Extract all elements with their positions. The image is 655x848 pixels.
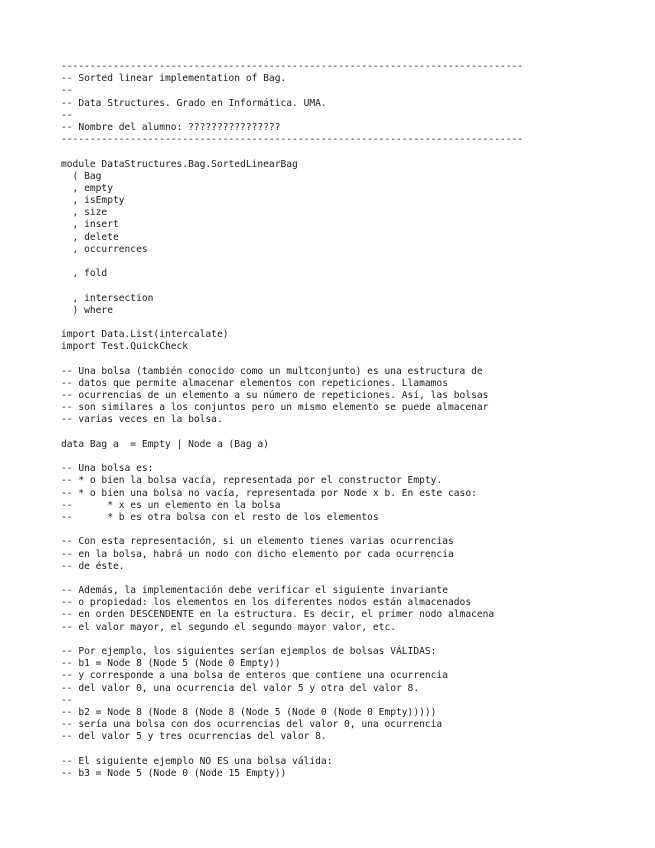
code-line: -- datos que permite almacenar elementos con repeticiones. Llamamos (61, 377, 448, 389)
code-line: , intersection (61, 292, 154, 304)
code-line: -- Por ejemplo, los siguientes serían ejemplos de bolsas VÁLIDAS: (61, 646, 437, 657)
code-line (61, 451, 523, 463)
code-line: -- son similares a los conjuntos pero un mismo elemento se puede almacenar (61, 402, 489, 414)
code-line: -- Además, la implementación debe verificar el siguiente invariante (61, 585, 448, 597)
code-line: -- Una bolsa (también conocido como un multconjunto) es una estructura de (61, 365, 483, 377)
code-line: -- varias veces en la bolsa. (61, 414, 223, 426)
code-line: , insert (61, 219, 119, 231)
code-line: -- b1 = Node 8 (Node 5 (Node 0 Empty)) (61, 658, 281, 670)
code-line (61, 634, 523, 646)
code-line: -- el valor mayor, el segundo el segundo mayor valor, etc. (61, 621, 397, 633)
code-line: , size (61, 207, 108, 219)
code-line: -- Nombre del alumno: ???????????????? (61, 121, 281, 133)
code-line: , delete (61, 231, 119, 243)
code-line: ( Bag (61, 170, 102, 182)
code-line: -- sería una bolsa con dos ocurrencias del valor 0, una ocurrencia (61, 719, 443, 731)
code-line (61, 573, 523, 585)
code-line: -- b2 = Node 8 (Node 8 (Node 8 (Node 5 (Node 0 (Node 0 Empty))))) (61, 706, 437, 718)
code-line: , fold (61, 268, 108, 280)
code-line (61, 280, 523, 292)
code-line: -------------------------------------------------------------------------------- (61, 61, 524, 72)
code-line: -- * o bien la bolsa vacía, representada por el constructor Empty. (61, 475, 443, 487)
code-line: -- en la bolsa, habrá un nodo con dicho elemento por cada ocurrencia (61, 548, 454, 560)
code-line: -- (61, 109, 73, 121)
code-line: -- Data Structures. Grado en Informática. UMA. (61, 97, 327, 109)
code-line (61, 744, 523, 756)
code-line: -- Sorted linear implementation of Bag. (61, 73, 287, 85)
code-line: data Bag a = Empty | Node a (Bag a) (61, 438, 269, 450)
code-line: -- b3 = Node 5 (Node 0 (Node 15 Empty)) (61, 767, 287, 779)
code-line (61, 256, 523, 268)
code-line (61, 146, 523, 158)
code-line: -- El siguiente ejemplo NO ES una bolsa válida: (61, 755, 333, 767)
code-line: -- * x es un elemento en la bolsa (61, 499, 281, 511)
code-line: import Test.QuickCheck (61, 341, 189, 353)
code-line: ) where (61, 304, 113, 316)
code-line: -------------------------------------------------------------------------------- (61, 134, 524, 146)
code-line: -- Con esta representación, si un elemento tienes varias ocurrencias (61, 536, 454, 548)
code-line: -- * b es otra bolsa con el resto de los elementos (61, 511, 379, 523)
code-line (61, 524, 523, 536)
code-line: -- y corresponde a una bolsa de enteros que contiene una ocurrencia (61, 670, 448, 682)
code-line: -- de éste. (61, 560, 125, 572)
code-line: , empty (61, 182, 113, 194)
code-line: -- * o bien una bolsa no vacía, representada por Node x b. En este caso: (61, 487, 477, 499)
code-line: module DataStructures.Bag.SortedLinearBag (61, 158, 298, 170)
code-line (61, 317, 523, 329)
code-line: -- (61, 85, 73, 97)
code-line: -- o propiedad: los elementos en los diferentes nodos están almacenados (61, 597, 472, 609)
code-line: -- del valor 0, una ocurrencia del valor 5 y otra del valor 8. (61, 682, 420, 694)
code-line (61, 354, 523, 366)
code-line: -- ocurrencias de un elemento a su número de repeticiones. Así, las bolsas (61, 390, 489, 402)
code-line: -- Una bolsa es: (61, 463, 154, 475)
source-code-listing (61, 61, 523, 780)
code-line: -- del valor 5 y tres ocurrencias del valor 8. (61, 731, 327, 743)
code-line: , occurrences (61, 243, 148, 255)
code-line: -- (61, 694, 73, 706)
code-line: -- en orden DESCENDENTE en la estructura. Es decir, el primer nodo almacena (61, 609, 495, 621)
code-line: import Data.List(intercalate) (61, 329, 229, 341)
code-line (61, 427, 523, 439)
code-line: , isEmpty (61, 195, 125, 207)
